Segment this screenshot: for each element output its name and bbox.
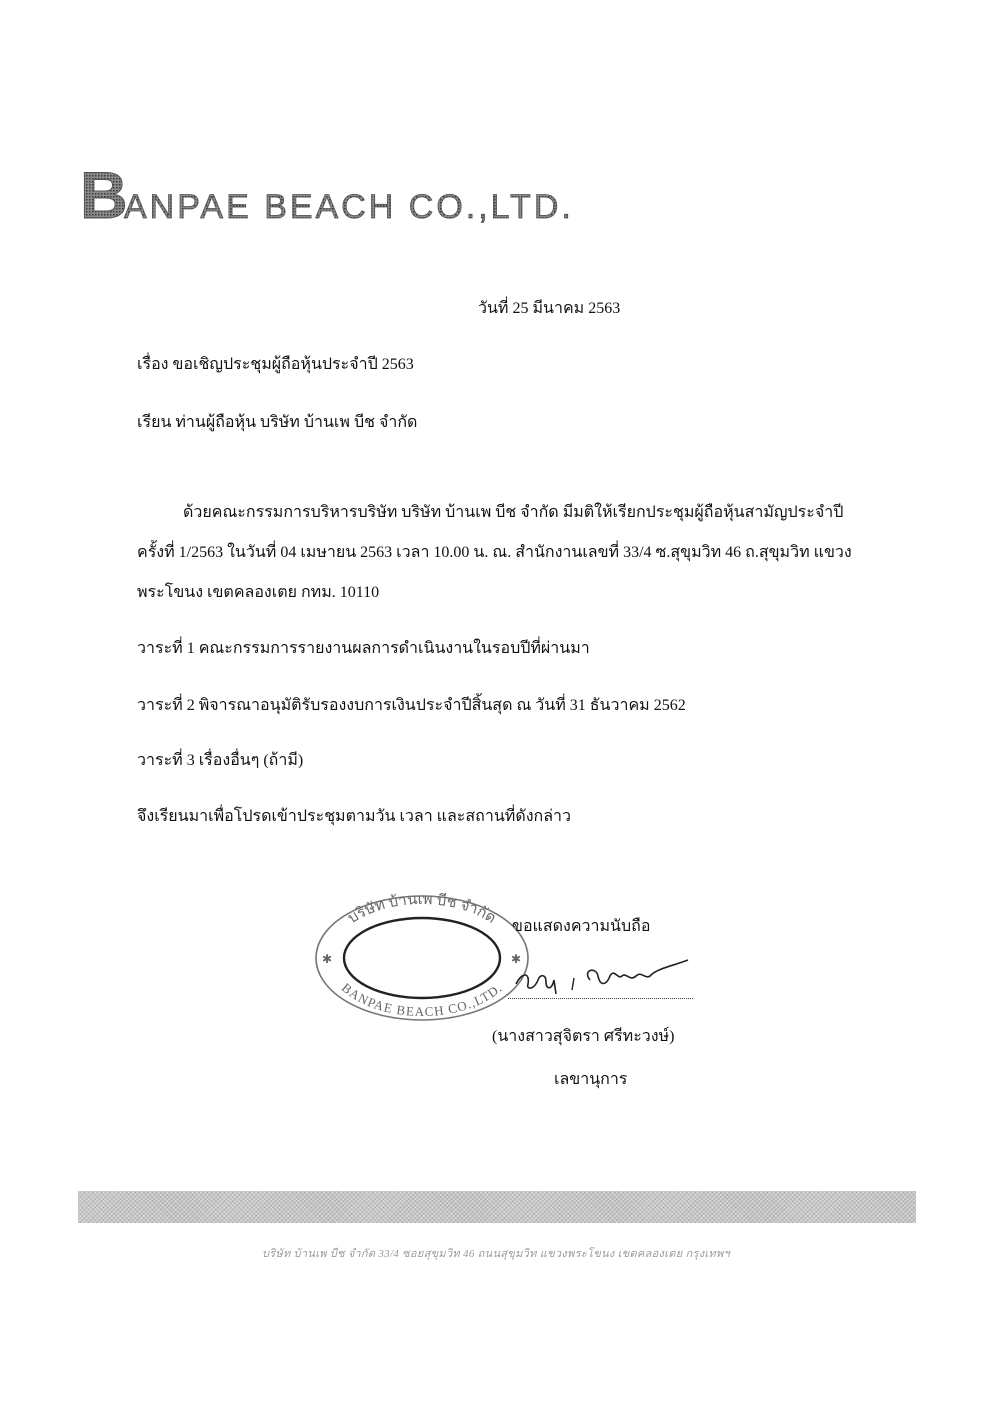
stamp-top-text: บริษัท บ้านเพ บีช จำกัด: [345, 891, 499, 928]
svg-text:B: B: [80, 158, 128, 232]
company-stamp: [308, 888, 536, 1024]
footer-bar: [78, 1191, 916, 1223]
signature-line: [508, 998, 693, 999]
svg-text:✱: ✱: [511, 952, 522, 966]
signer-name: (นางสาวสุจิตรา ศรีทะวงษ์): [492, 1028, 675, 1045]
company-logo: [80, 158, 574, 232]
salutation-line: เรียน ท่านผู้ถือหุ้น บริษัท บ้านเพ บีช จำกัด: [137, 414, 418, 431]
agenda-item: วาระที่ 2 พิจารณาอนุมัติรับรองงบการเงินประจำปีสิ้นสุด ณ วันที่ 31 ธันวาคม 2562: [137, 697, 686, 714]
stamp-bottom-text: BANPAE BEACH CO.,LTD.: [338, 979, 506, 1020]
regards-line: ขอแสดงความนับถือ: [512, 918, 651, 935]
closing-request: จึงเรียนมาเพื่อโปรดเข้าประชุมตามวัน เวลา และสถานที่ดังกล่าว: [137, 808, 571, 825]
signer-title: เลขานุการ: [554, 1071, 628, 1088]
body-paragraph-line: ครั้งที่ 1/2563 ในวันที่ 04 เมษายน 2563 เวลา 10.00 น. ณ. สำนักงานเลขที่ 33/4 ซ.สุขุมวิท 46 ถ.สุขุมวิท แขวง: [137, 544, 852, 561]
letter-date: วันที่ 25 มีนาคม 2563: [478, 300, 621, 317]
body-paragraph-line: ด้วยคณะกรรมการบริหารบริษัท บริษัท บ้านเพ บีช จำกัด มีมติให้เรียกประชุมผู้ถือหุ้นสามัญประจำปี: [183, 504, 844, 521]
svg-text:บริษัท บ้านเพ บีช จำกัด: [345, 892, 498, 927]
handwritten-signature: [512, 950, 702, 1000]
agenda-item: วาระที่ 3 เรื่องอื่นๆ (ถ้ามี): [137, 752, 304, 769]
footer-address: บริษัท บ้านเพ บีช จำกัด 33/4 ซอยสุขุมวิท 46 ถนนสุขุมวิท แขวงพระโขนง เขตคลองเตย กรุงเทพฯ: [261, 1248, 731, 1260]
subject-line: เรื่อง ขอเชิญประชุมผู้ถือหุ้นประจำปี 2563: [137, 356, 414, 373]
svg-text:ANPAE BEACH CO.,LTD.: ANPAE BEACH CO.,LTD.: [124, 188, 574, 226]
agenda-item: วาระที่ 1 คณะกรรมการรายงานผลการดำเนินงานในรอบปีที่ผ่านมา: [137, 640, 590, 657]
body-paragraph-line: พระโขนง เขตคลองเตย กทม. 10110: [137, 584, 380, 601]
svg-text:✱: ✱: [322, 952, 333, 966]
